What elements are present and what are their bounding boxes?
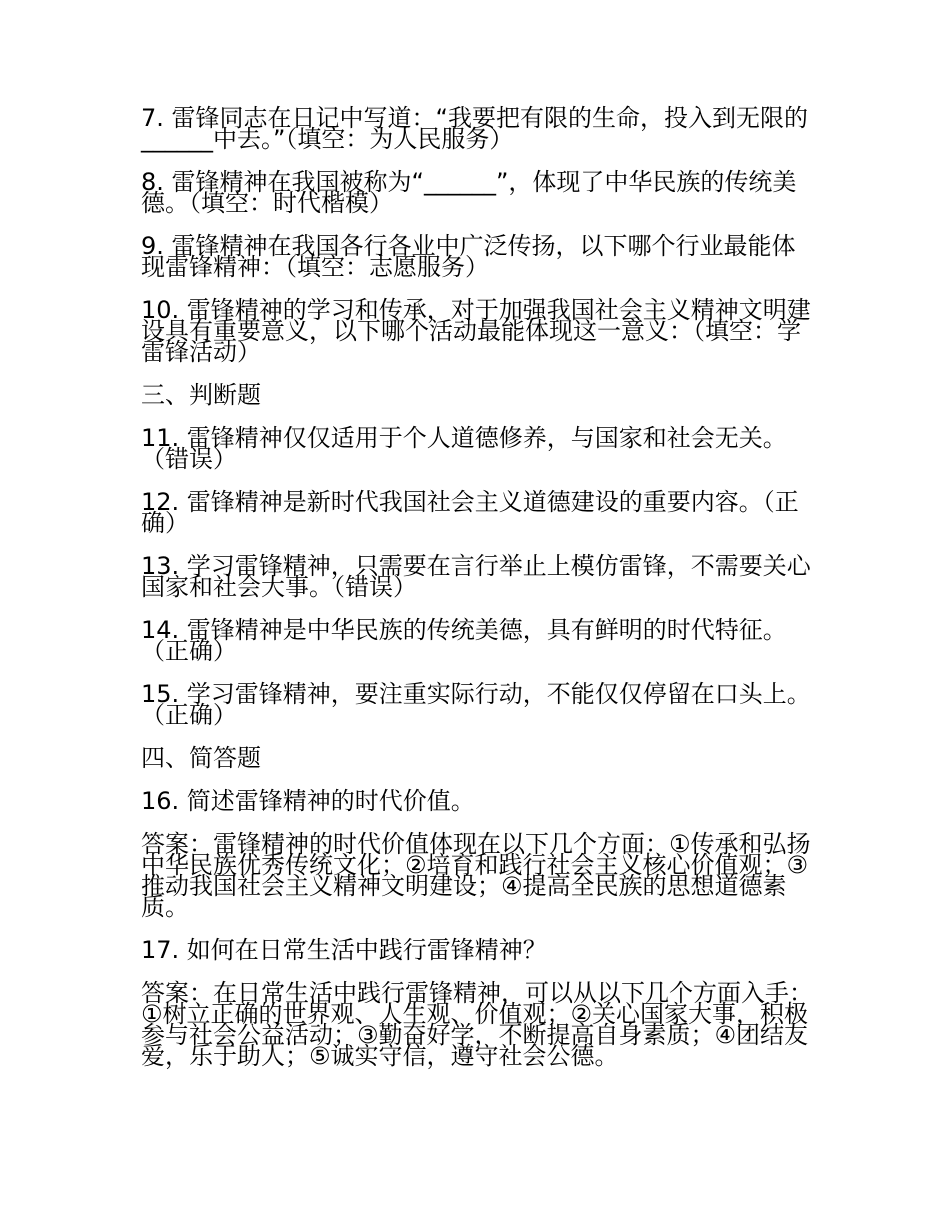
question-13: 13. 学习雷锋精神，只需要在言行举止上模仿雷锋，不需要关心国家和社会大事。（错误） (141, 552, 811, 601)
question-14: 14. 雷锋精神是中华民族的传统美德，具有鲜明的时代特征。（正确） (141, 616, 787, 665)
question-15: 15. 学习雷锋精神，要注重实际行动，不能仅仅停留在口头上。（正确） (141, 680, 811, 729)
question-11: 11. 雷锋精神仅仅适用于个人道德修养，与国家和社会无关。（错误） (141, 424, 787, 473)
question-9: 9. 雷锋精神在我国各行各业中广泛传扬，以下哪个行业最能体现雷锋精神：（填空：志愿服务） (141, 232, 796, 281)
section-heading-short-answer: 四、简答题 (141, 744, 261, 772)
question-8: 8. 雷锋精神在我国被称为“______”，体现了中华民族的传统美德。（填空：时代楷模） (141, 168, 797, 217)
question-7: 7. 雷锋同志在日记中写道：“我要把有限的生命，投入到无限的______中去。”（填空：为人民服务） (141, 104, 808, 153)
question-17: 17. 如何在日常生活中践行雷锋精神？ (141, 936, 547, 964)
question-10: 10. 雷锋精神的学习和传承，对于加强我国社会主义精神文明建设具有重要意义，以下哪个活动最能体现这一意义：（填空：学雷锋活动） (141, 296, 811, 366)
answer-16: 答案：雷锋精神的时代价值体现在以下几个方面：①传承和弘扬中华民族优秀传统文化；②培育和践行社会主义核心价值观；③推动我国社会主义精神文明建设；④提高全民族的思想道德素质。 (141, 830, 811, 921)
question-12: 12. 雷锋精神是新时代我国社会主义道德建设的重要内容。（正确） (141, 488, 799, 537)
section-heading-true-false: 三、判断题 (141, 381, 261, 409)
answer-17: 答案：在日常生活中践行雷锋精神，可以从以下几个方面入手：①树立正确的世界观、人生观、价值观；②关心国家大事，积极参与社会公益活动；③勤奋好学，不断提高自身素质；④团结友爱，乐于助人；⑤诚实守信，遵守社会公德。 (141, 979, 813, 1070)
document-page (141, 104, 813, 1089)
question-16: 16. 简述雷锋精神的时代价值。 (141, 787, 475, 815)
